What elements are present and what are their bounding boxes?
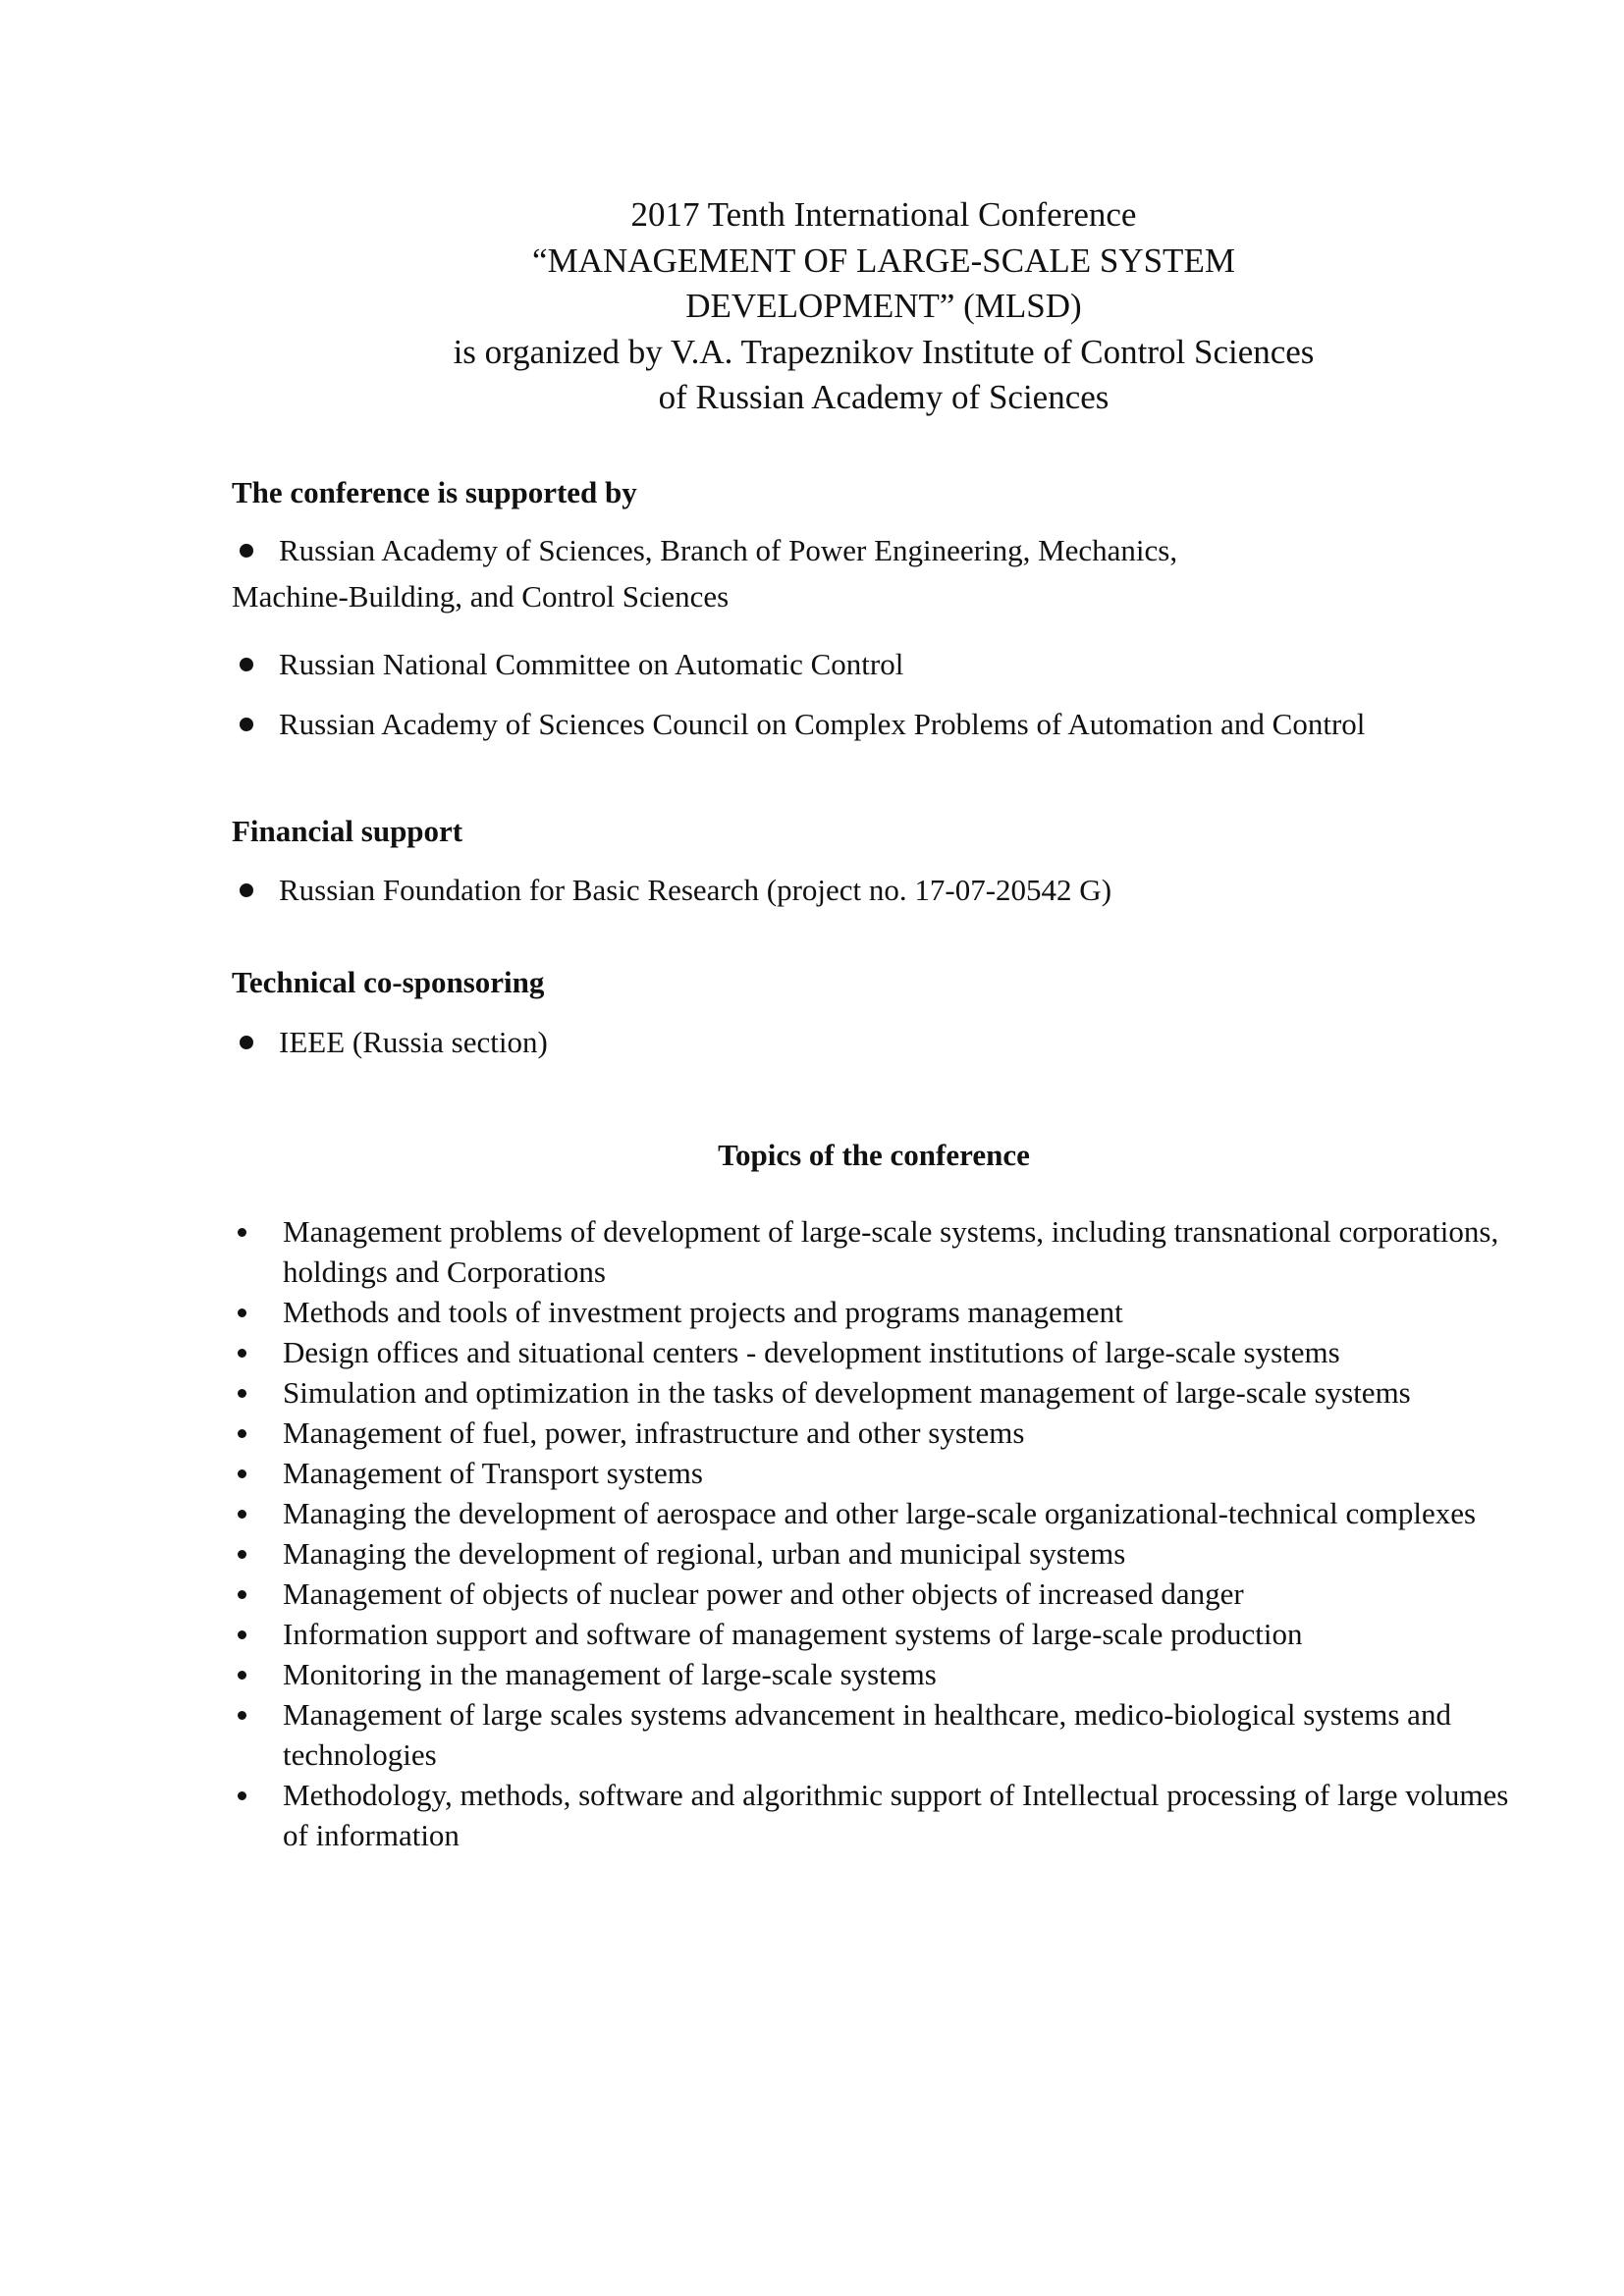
bullet-icon bbox=[240, 544, 253, 558]
topic-text: Methodology, methods, software and algorithmic support of Intellectual processing of large volumes of information bbox=[283, 1778, 1509, 1852]
title-line-1: 2017 Tenth International Conference bbox=[630, 195, 1137, 234]
list-item bbox=[232, 1654, 1538, 1694]
supported-heading: The conference is supported by bbox=[232, 475, 637, 509]
bullet-icon bbox=[238, 1308, 246, 1317]
list-item bbox=[232, 1453, 1538, 1493]
topic-text: Information support and software of management systems of large-scale production bbox=[283, 1617, 1303, 1651]
technical-item-1 bbox=[232, 1020, 1508, 1065]
topic-text: Management of fuel, power, infrastructure and other systems bbox=[283, 1415, 1025, 1450]
bullet-icon bbox=[238, 1510, 246, 1519]
title-line-4: is organized by V.A. Trapeznikov Institute of Control Sciences bbox=[453, 332, 1315, 371]
technical-heading: Technical co-sponsoring bbox=[232, 965, 545, 999]
bullet-icon bbox=[238, 1711, 246, 1720]
technical-item-1-text: IEEE (Russia section) bbox=[279, 1025, 548, 1059]
supported-item-1-continuation bbox=[232, 574, 1508, 619]
bullet-icon bbox=[238, 1630, 246, 1639]
bullet-icon bbox=[238, 1590, 246, 1599]
topic-text: Managing the development of regional, urban and municipal systems bbox=[283, 1536, 1126, 1571]
bullet-icon bbox=[238, 1389, 246, 1398]
supported-item-2 bbox=[232, 642, 1508, 687]
bullet-icon bbox=[238, 1429, 246, 1438]
bullet-icon bbox=[238, 1469, 246, 1478]
title-line-2: “MANAGEMENT OF LARGE-SCALE SYSTEM bbox=[532, 240, 1235, 280]
topics-list bbox=[232, 1211, 1538, 1855]
list-item bbox=[232, 1292, 1538, 1332]
supported-item-1 bbox=[232, 528, 1508, 573]
bullet-icon bbox=[238, 1349, 246, 1358]
bullet-icon bbox=[240, 658, 253, 671]
topics-heading: Topics of the conference bbox=[718, 1138, 1030, 1172]
supported-item-3-text: Russian Academy of Sciences Council on Complex Problems of Automation and Control bbox=[279, 707, 1366, 741]
financial-item-1 bbox=[232, 868, 1508, 913]
topic-text: Management of objects of nuclear power and other objects of increased danger bbox=[283, 1576, 1244, 1611]
supported-item-2-text: Russian National Committee on Automatic Control bbox=[279, 647, 904, 681]
topic-text: Management of Transport systems bbox=[283, 1456, 703, 1490]
bullet-icon bbox=[238, 1228, 246, 1237]
financial-item-1-text: Russian Foundation for Basic Research (project no. 17-07-20542 G) bbox=[279, 873, 1112, 907]
title-line-3: DEVELOPMENT” (MLSD) bbox=[685, 287, 1082, 325]
bullet-icon bbox=[238, 1671, 246, 1680]
topic-text: Management of large scales systems advancement in healthcare, medico-biological systems and technologies bbox=[283, 1697, 1451, 1772]
conference-title bbox=[295, 192, 1473, 421]
bullet-icon bbox=[240, 718, 253, 731]
topic-text: Managing the development of aerospace and other large-scale organizational-technical complexes bbox=[283, 1496, 1477, 1530]
topic-text: Monitoring in the management of large-scale systems bbox=[283, 1657, 937, 1691]
bullet-icon bbox=[240, 883, 253, 897]
topic-text: Simulation and optimization in the tasks of development management of large-scale systems bbox=[283, 1375, 1411, 1410]
list-item bbox=[232, 1694, 1538, 1775]
list-item bbox=[232, 1332, 1538, 1372]
list-item bbox=[232, 1493, 1538, 1533]
list-item bbox=[232, 1614, 1538, 1654]
supported-item-3 bbox=[232, 702, 1508, 747]
bullet-icon bbox=[240, 1036, 253, 1049]
topic-text: Design offices and situational centers - development institutions of large-scale systems bbox=[283, 1335, 1340, 1369]
list-item bbox=[232, 1533, 1538, 1574]
list-item bbox=[232, 1211, 1538, 1292]
list-item bbox=[232, 1413, 1538, 1453]
list-item bbox=[232, 1574, 1538, 1614]
supported-item-1-line-1: Russian Academy of Sciences, Branch of Power Engineering, Mechanics, bbox=[279, 533, 1178, 567]
bullet-icon bbox=[238, 1791, 246, 1800]
list-item bbox=[232, 1775, 1538, 1855]
supported-item-1-line-2: Machine-Building, and Control Sciences bbox=[232, 579, 730, 614]
topic-text: Methods and tools of investment projects and programs management bbox=[283, 1295, 1123, 1329]
topic-text: Management problems of development of large-scale systems, including transnational corporations, holdings and Corporations bbox=[283, 1214, 1499, 1289]
bullet-icon bbox=[238, 1550, 246, 1559]
list-item bbox=[232, 1372, 1538, 1413]
title-line-5: of Russian Academy of Sciences bbox=[658, 378, 1110, 416]
financial-heading: Financial support bbox=[232, 814, 463, 848]
